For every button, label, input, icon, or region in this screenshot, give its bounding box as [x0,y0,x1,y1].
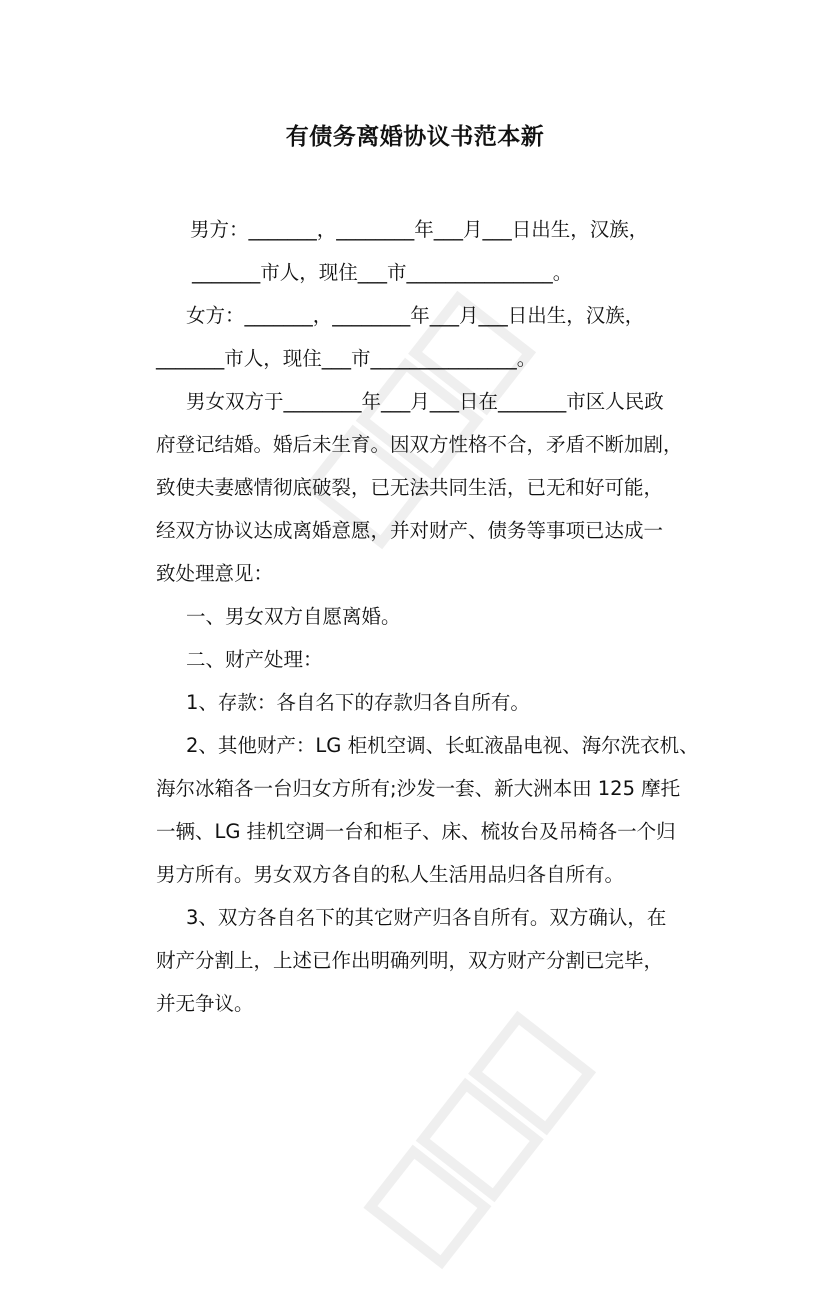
document-body [156,208,716,1025]
clause-1-divorce: 一、男女双方自愿离婚。 [186,605,401,628]
paragraph-line: 一辆、LG 挂机空调一台和柜子、床、梳妆台及吊椅各一个归 [156,820,676,843]
female-party-line: 女方：_______，________年___月___日出生，汉族， [186,304,645,327]
watermark-graphic [356,1004,603,1277]
paragraph-line: 致使夫妻感情彻底破裂，已无法共同生活，已无和好可能， [156,476,664,499]
clause-2-3-remaining-property: 3、双方各自名下的其它财产归各自所有。双方确认，在 [186,906,667,929]
female-address-line: _______市人，现住___市_______________。 [156,347,537,370]
male-address-line: _______市人，现住___市_______________。 [192,261,573,284]
paragraph-line: 经双方协议达成离婚意愿，并对财产、债务等事项已达成一 [156,519,664,542]
paragraph-line: 并无争议。 [156,992,254,1015]
male-party-line: 男方：_______，________年___月___日出生，汉族， [190,218,649,241]
marriage-registration-line: 男女双方于________年___月___日在_______市区人民政 [186,390,664,413]
clause-2-2-other-property: 2、其他财产：LG 柜机空调、长虹液晶电视、海尔洗衣机、 [186,734,699,757]
clause-2-heading: 二、财产处理： [186,648,323,671]
paragraph-line: 府登记结婚。婚后未生育。因双方性格不合，矛盾不断加剧， [156,433,683,456]
document-title: 有债务离婚协议书范本新 [285,124,545,150]
watermark-lower [356,1004,623,1292]
paragraph-line: 男方所有。男女双方各自的私人生活用品归各自所有。 [156,863,625,886]
paragraph-line: 财产分割上，上述已作出明确列明，双方财产分割已完毕， [156,949,664,972]
clause-2-1-deposits: 1、存款：各自名下的存款归各自所有。 [186,691,530,714]
paragraph-line: 致处理意见： [156,562,274,585]
paragraph-line: 海尔冰箱各一台归女方所有;沙发一套、新大洲本田 125 摩托 [156,777,681,800]
